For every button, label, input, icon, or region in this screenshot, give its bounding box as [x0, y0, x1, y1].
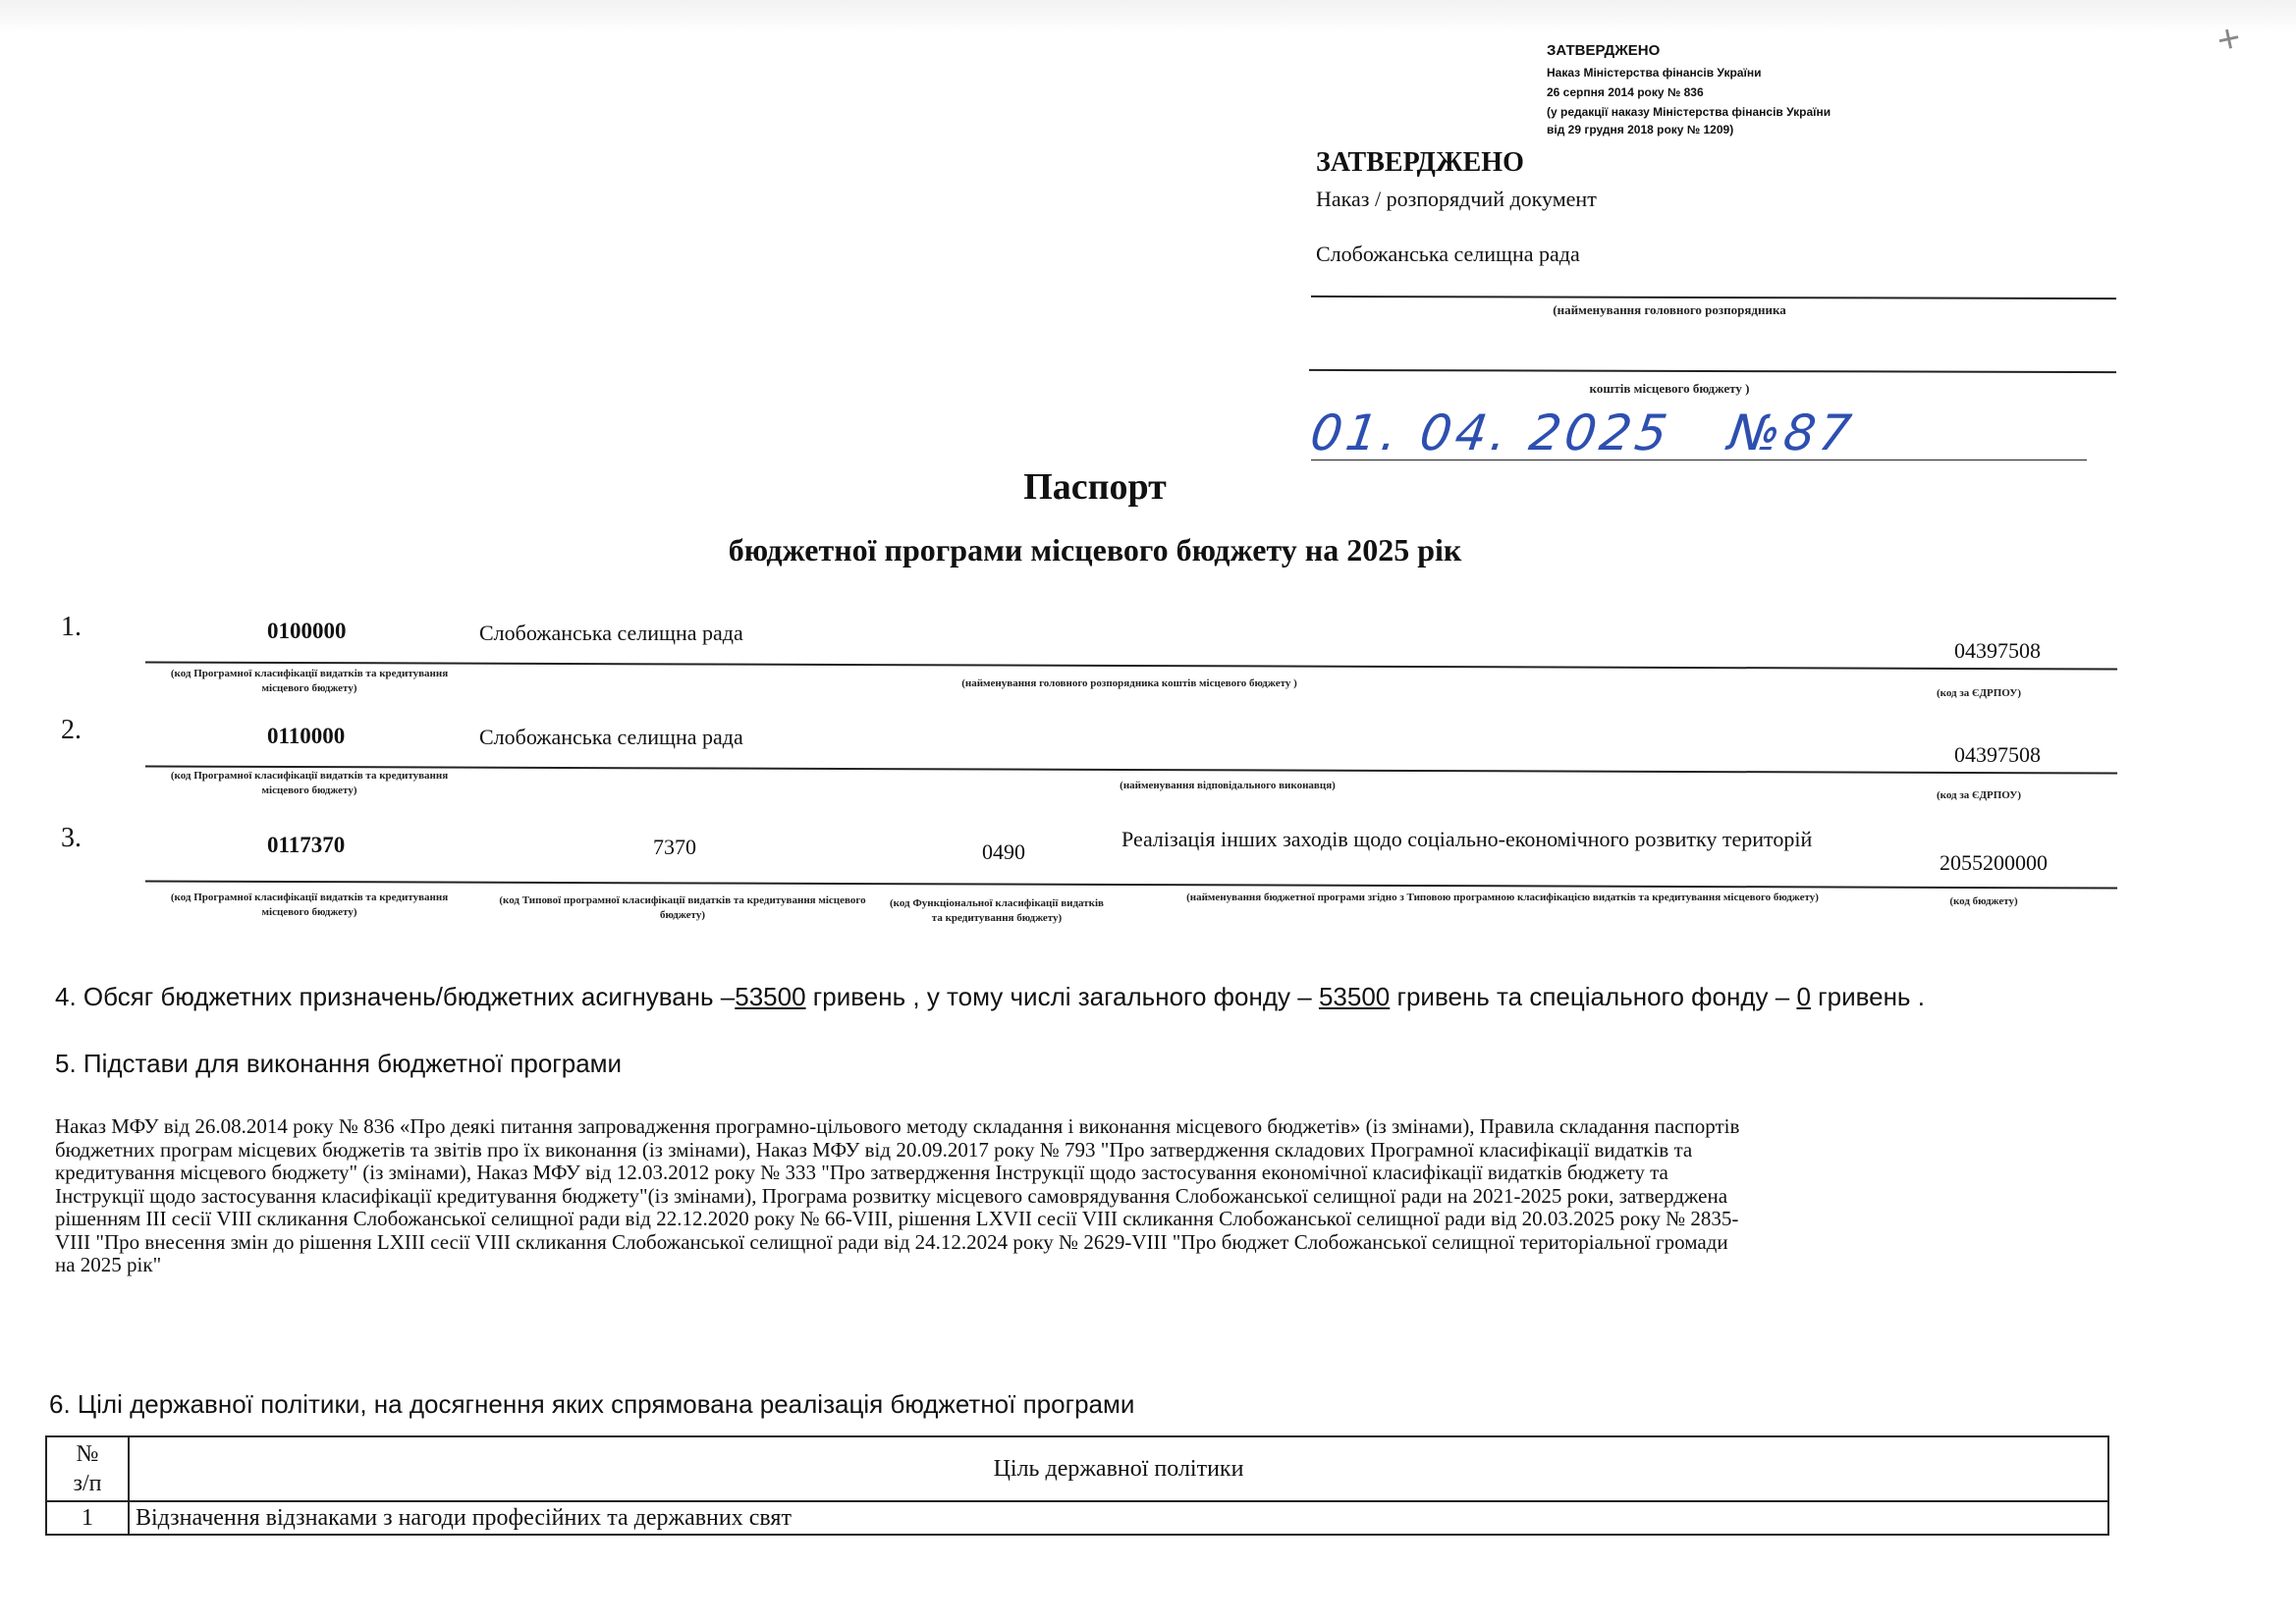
row3-functional-code: 0490 — [982, 839, 1025, 864]
section4-mid1: гривень , у тому числі загального фонду – — [805, 982, 1319, 1011]
scan-edge-shadow — [0, 0, 2296, 33]
section5-line: бюджетних програм місцевих бюджетів та звітів про їх виконання (із змінами), Наказ МФУ від 20.09.2017 року № 793 "Про затвердження складових Програмної класифікації видатків та — [55, 1137, 1693, 1162]
approval-top-line3: (у редакції наказу Міністерства фінансів України — [1547, 105, 1831, 119]
goal-num: 1 — [46, 1501, 129, 1535]
table-row — [46, 1501, 2108, 1535]
approval-top-line1: Наказ Міністерства фінансів України — [1547, 66, 1762, 80]
approval-caption-2: коштів місцевого бюджету ) — [1589, 381, 1750, 396]
corner-mark: + — [2213, 16, 2245, 63]
approval-top-title: ЗАТВЕРДЖЕНО — [1547, 42, 1661, 59]
goal-text: Відзначення відзнаками з нагоди професійних та державних свят — [129, 1501, 2108, 1535]
row3-budget-code: 2055200000 — [1940, 850, 2048, 875]
row2-caption-name: (найменування відповідального виконавця) — [1120, 780, 1336, 791]
row1-edrpou: 04397508 — [1954, 638, 2041, 663]
section5-line: рішенням ІІІ сесії VІІІ скликання Слобожанської селищної ради від 22.12.2020 року № 66-VIII, рішення LXVII сесії VIII скликання Слобожанської селищної ради від 20.03.2025 року № 2835- — [55, 1207, 1739, 1230]
section4-total: 53500 — [735, 982, 806, 1011]
approval-caption-1: (найменування головного розпорядника — [1553, 302, 1786, 317]
row2-code: 0110000 — [267, 724, 346, 748]
approval-org-line — [1311, 296, 2116, 299]
approval-org: Слобожанська селищна рада — [1316, 242, 1580, 266]
section6-heading: 6. Цілі державної політики, на досягнення яких спрямована реалізація бюджетної програми — [49, 1389, 1135, 1419]
approval-blank-line — [1309, 369, 2116, 373]
approval-doc: Наказ / розпорядчий документ — [1316, 187, 1597, 211]
goals-table-header — [46, 1436, 2108, 1501]
row1-caption-name: (найменування головного розпорядника коштів місцевого бюджету ) — [961, 677, 1297, 689]
section5-body — [55, 1115, 2117, 1277]
approval-top-line2: 26 серпня 2014 року № 836 — [1547, 85, 1704, 99]
section4-prefix: 4. Обсяг бюджетних призначень/бюджетних асигнувань – — [55, 982, 736, 1011]
row1-caption-edrpou: (код за ЄДРПОУ) — [1936, 687, 2021, 699]
handwritten-date: 01. 04. 2025 №87 — [1306, 405, 1859, 461]
section4-special: 0 — [1796, 982, 1811, 1011]
page-title: Паспорт — [1023, 466, 1167, 508]
col-num-header: № з/п — [46, 1436, 129, 1501]
row3-program-name: Реалізація інших заходів щодо соціально-економічного розвитку територій — [1121, 827, 1813, 851]
row1-code: 0100000 — [267, 619, 347, 643]
row3-line — [145, 880, 2117, 889]
section4-general: 53500 — [1318, 982, 1391, 1011]
section5-line: Наказ МФУ від 26.08.2014 року № 836 «Про деякі питання запровадження програмно-цільового методу складання і виконання місцевого бюджетів» (із змінами), Правила складання паспортів — [55, 1114, 1740, 1138]
section5-heading: 5. Підстави для виконання бюджетної програми — [55, 1049, 623, 1078]
approval-title: ЗАТВЕРДЖЕНО — [1316, 147, 1524, 178]
row3-caption-name: (найменування бюджетної програми згідно з Типовою програмною класифікацією видатків та кредитування місцевого бюджету) — [1186, 892, 1819, 903]
approval-top-line4: від 29 грудня 2018 року № 1209) — [1547, 123, 1734, 136]
row2-caption-edrpou: (код за ЄДРПОУ) — [1936, 789, 2021, 801]
section4-mid2: гривень та спеціального фонду – — [1390, 982, 1797, 1011]
row3-number: 3. — [61, 823, 82, 853]
goals-table — [45, 1435, 2109, 1536]
section5-line: на 2025 рік" — [55, 1253, 162, 1276]
row2-caption-code: (код Програмної класифікації видатків та кредитування місцевого бюджету) — [170, 770, 449, 796]
section4-text — [55, 982, 1925, 1012]
col-goal-header: Ціль державної політики — [129, 1436, 2108, 1501]
page-subtitle: бюджетної програми місцевого бюджету на 2025 рік — [728, 532, 1462, 568]
row2-edrpou: 04397508 — [1954, 742, 2041, 767]
row3-caption-budget: (код бюджету) — [1949, 895, 2018, 907]
row2-number: 2. — [61, 715, 82, 745]
row2-name: Слобожанська селищна рада — [479, 725, 743, 749]
section4-suffix: гривень . — [1810, 982, 1925, 1011]
row3-caption-code: (код Програмної класифікації видатків та кредитування місцевого бюджету) — [170, 892, 449, 918]
row3-typical-code: 7370 — [653, 835, 696, 859]
row1-caption-code: (код Програмної класифікації видатків та кредитування місцевого бюджету) — [170, 668, 449, 694]
row3-caption-functional: (код Функціональної класифікації видатків та кредитування бюджету) — [889, 897, 1104, 924]
row3-code: 0117370 — [267, 833, 346, 857]
section5-line: кредитування місцевого бюджету" (із змінами), Наказ МФУ від 12.03.2012 року № 333 "Про затвердження Інструкції щодо застосування економічної класифікації видатків бюджету та — [55, 1161, 1668, 1184]
row3-caption-typical: (код Типової програмної класифікації видатків та кредитування місцевого бюджету) — [499, 894, 866, 921]
section5-line: Інструкції щодо застосування класифікації кредитування бюджету"(із змінами), Програма розвитку місцевого самоврядування Слобожанської селищної ради на 2021-2025 роки, затверджена — [55, 1183, 1728, 1208]
section5-line: VIII "Про внесення змін до рішення LXIII сесії VIII скликання Слобожанської селищної ради від 24.12.2024 року № 2629-VIII "Про бюджет Слобожанської селищної територіальної громади — [55, 1229, 1728, 1254]
row1-name: Слобожанська селищна рада — [479, 621, 743, 645]
row1-number: 1. — [61, 612, 82, 642]
